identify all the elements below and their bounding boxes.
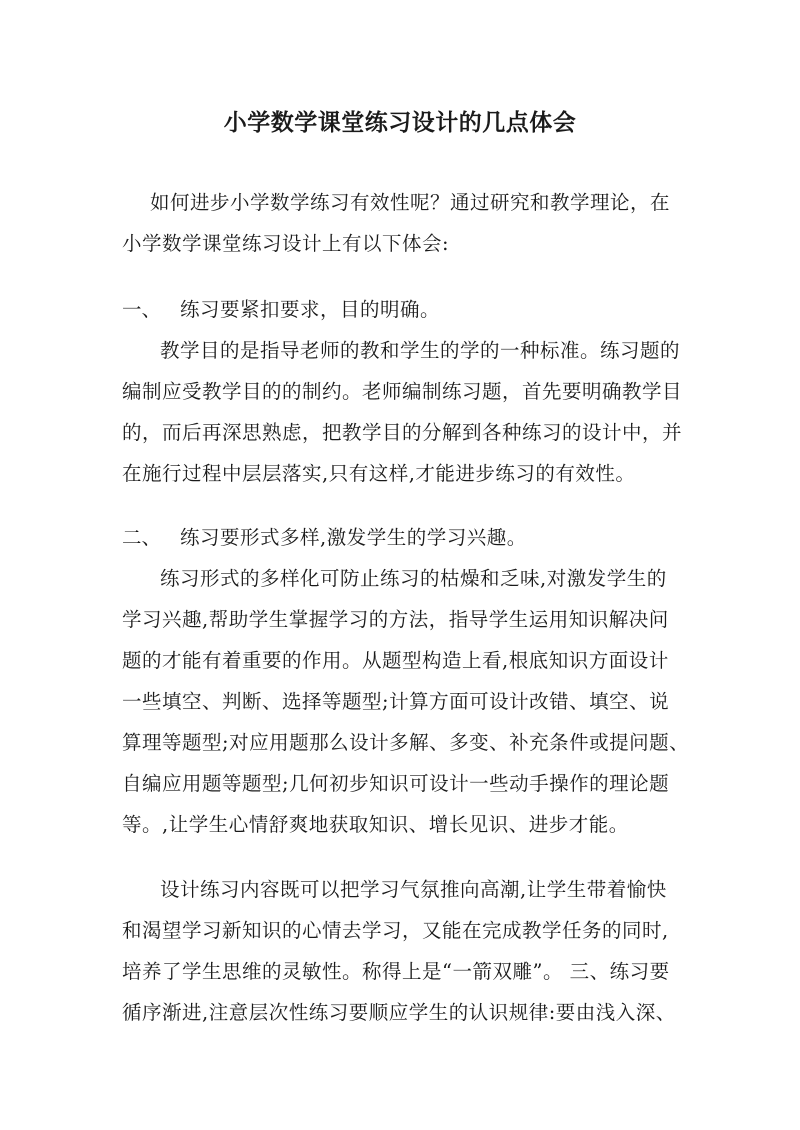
section-1-line-3: 的，而后再深思熟虑，把教学目的分解到各种练习的设计中，并	[122, 421, 683, 444]
section-2-line-6: 自编应用题等题型;几何初步知识可设计一些动手操作的理论题	[122, 772, 670, 795]
section-2-line-5: 算理等题型;对应用题那么设计多解、多变、补充条件或提问题、	[122, 731, 690, 754]
paragraph-3-line-3: 培养了学生思维的灵敏性。称得上是“一箭双雕”。 三、练习要	[122, 960, 670, 983]
paragraph-3-line-4: 循序渐进,注意层次性练习要顺应学生的认识规律:要由浅入深、	[122, 1001, 676, 1024]
intro-line-2: 小学数学课堂练习设计上有以下体会:	[122, 232, 450, 255]
section-2-line-4: 一些填空、判断、选择等题型;计算方面可设计改错、填空、说	[122, 690, 670, 713]
paragraph-3-line-1: 设计练习内容既可以把学习气氛推向高潮,让学生带着愉快	[160, 878, 667, 901]
section-1-line-4: 在施行过程中层层落实,只有这样,才能进步练习的有效性。	[122, 462, 636, 485]
document-title: 小学数学课堂练习设计的几点体会	[223, 109, 577, 136]
section-1-line-2: 编制应受教学目的的制约。老师编制练习题，首先要明确教学目	[122, 380, 683, 403]
paragraph-3-line-2: 和渴望学习新知识的心情去学习，又能在完成教学任务的同时,	[122, 919, 669, 942]
section-1-heading: 练习要紧扣要求，目的明确。	[180, 298, 441, 321]
section-2-heading: 练习要形式多样,激发学生的学习兴趣。	[180, 526, 527, 549]
section-2-number: 二、	[122, 526, 162, 549]
section-1-line-1: 教学目的是指导老师的教和学生的学的一种标准。练习题的	[160, 339, 681, 362]
intro-line-1: 如何进步小学数学练习有效性呢？通过研究和教学理论，在	[150, 191, 671, 214]
section-1-number: 一、	[122, 298, 162, 321]
section-2-line-2: 学习兴趣,帮助学生掌握学习的方法，指导学生运用知识解决问	[122, 608, 669, 631]
section-2-line-1: 练习形式的多样化可防止练习的枯燥和乏味,对激发学生的	[160, 567, 667, 590]
section-2-line-7: 等。,让学生心情舒爽地获取知识、增长见识、进步才能。	[122, 813, 629, 836]
section-2-line-3: 题的才能有着重要的作用。从题型构造上看,根底知识方面设计	[122, 649, 669, 672]
